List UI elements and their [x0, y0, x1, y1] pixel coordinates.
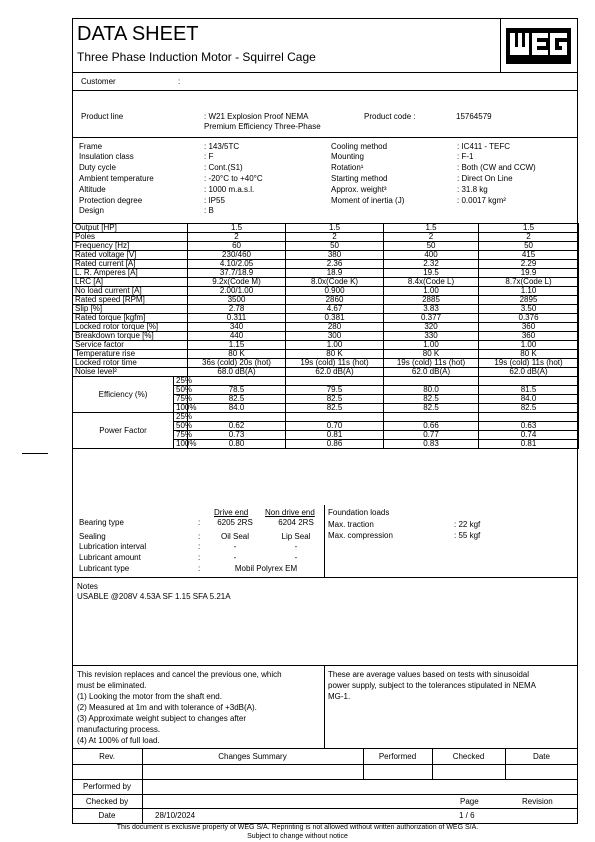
footnote-line: manufacturing process.	[77, 725, 161, 734]
page-subtitle: Three Phase Induction Motor - Squirrel Cage	[77, 50, 316, 64]
row-label: Locked rotor torque [%]	[73, 323, 188, 332]
table-cell: 2885	[384, 296, 479, 305]
product-code-value: 15764579	[456, 112, 492, 121]
checked-by-label: Checked by	[85, 797, 129, 806]
spec-value: : 31.8 kg	[457, 185, 488, 194]
spec-value: : F-1	[457, 152, 474, 161]
table-cell: 0.81	[479, 440, 579, 449]
table-cell: 1.5	[479, 224, 579, 233]
load-label: 25%	[174, 413, 188, 422]
row-label: Frequency [Hz]	[73, 242, 188, 251]
bearing-label: Bearing type	[79, 518, 124, 527]
power-factor-label: Power Factor	[73, 413, 174, 449]
spec-value: : F	[204, 152, 214, 161]
row-label: L. R. Amperes [A]	[73, 269, 188, 278]
table-cell: 0.381	[286, 314, 384, 323]
table-cell: 0.63	[479, 422, 579, 431]
bearing-colon: :	[198, 542, 201, 551]
table-cell: 0.81	[286, 431, 384, 440]
footnote-line: (3) Approximate weight subject to changes after	[77, 714, 246, 723]
lubricant-type-label: Lubricant type	[79, 564, 130, 573]
table-cell: 19s (cold) 11s (hot)	[479, 359, 579, 368]
load-label: 50%	[174, 422, 188, 431]
table-row	[73, 296, 579, 305]
table-cell: 19.9	[479, 269, 579, 278]
table-cell: 82.5	[384, 404, 479, 413]
table-cell: 300	[286, 332, 384, 341]
table-cell: 4.67	[286, 305, 384, 314]
spec-value: : 143/5TC	[204, 142, 240, 151]
spec-label: Ambient temperature	[79, 174, 154, 183]
product-line-value: : W21 Explosion Proof NEMA	[204, 112, 309, 121]
lubricant-type-value: Mobil Polyrex EM	[234, 564, 298, 573]
table-cell: 1.00	[479, 341, 579, 350]
divider	[324, 665, 325, 748]
table-cell: 82.5	[188, 395, 286, 404]
table-cell: 80 K	[479, 350, 579, 359]
spec-label: Altitude	[79, 185, 106, 194]
table-cell: 62.0 dB(A)	[286, 368, 384, 377]
table-cell: 2	[479, 233, 579, 242]
bearing-label: Sealing	[79, 532, 106, 541]
table-row	[73, 251, 579, 260]
divider	[72, 794, 578, 795]
table-row	[73, 224, 579, 233]
table-row	[73, 260, 579, 269]
max-compression-value: : 55 kgf	[454, 531, 481, 540]
row-label: No load current [A]	[73, 287, 188, 296]
revision-label: Revision	[522, 797, 553, 806]
spec-label: Duty cycle	[79, 163, 116, 172]
row-label: Output [HP]	[73, 224, 188, 233]
table-cell: 84.0	[188, 404, 286, 413]
table-cell: 2.36	[286, 260, 384, 269]
table-cell: 60	[188, 242, 286, 251]
row-label: Temperature rise	[73, 350, 188, 359]
table-cell: 2	[286, 233, 384, 242]
table-cell: 2	[384, 233, 479, 242]
table-cell: 2.29	[479, 260, 579, 269]
load-label: 25%	[174, 377, 188, 386]
page-label: Page	[460, 797, 479, 806]
performance-table	[72, 223, 579, 449]
divider	[72, 665, 578, 666]
table-cell: 3.83	[384, 305, 479, 314]
divider	[72, 748, 578, 749]
row-label: Slip [%]	[73, 305, 188, 314]
load-label: 50%	[174, 386, 188, 395]
table-cell: 36s (cold) 20s (hot)	[188, 359, 286, 368]
table-row	[73, 377, 579, 386]
table-row	[73, 413, 579, 422]
spec-value: : 0.0017 kgm²	[457, 196, 506, 205]
table-cell: 37.7/18.9	[188, 269, 286, 278]
spec-value: : -20°C to +40°C	[204, 174, 263, 183]
table-cell: 82.5	[286, 395, 384, 404]
spec-value: : Direct On Line	[457, 174, 513, 183]
customer-colon: :	[178, 77, 181, 86]
row-label: Service factor	[73, 341, 188, 350]
table-cell: 19s (cold) 11s (hot)	[286, 359, 384, 368]
table-cell: 82.5	[384, 395, 479, 404]
table-cell: 0.900	[286, 287, 384, 296]
max-traction-value: : 22 kgf	[454, 520, 481, 529]
divider	[72, 137, 578, 138]
rev-header: Rev.	[99, 752, 115, 761]
table-row	[73, 368, 579, 377]
date-label: Date	[98, 811, 116, 820]
spec-label: Rotation¹	[331, 163, 364, 172]
table-cell: 360	[479, 323, 579, 332]
table-cell: 80 K	[384, 350, 479, 359]
page-title: DATA SHEET	[77, 23, 199, 45]
table-cell: 0.66	[384, 422, 479, 431]
footnote-line: power supply, subject to the tolerances stipulated in NEMA	[328, 681, 536, 690]
customer-label: Customer	[81, 77, 116, 86]
bearing-colon: :	[198, 553, 201, 562]
spec-value: : Both (CW and CCW)	[457, 163, 536, 172]
divider	[142, 779, 578, 780]
table-cell: 0.377	[384, 314, 479, 323]
table-cell: 50	[286, 242, 384, 251]
table-cell: 50	[479, 242, 579, 251]
bearing-label: Lubricant amount	[79, 553, 141, 562]
bearing-nde: -	[294, 542, 298, 551]
table-cell: 8.7x(Code L)	[479, 278, 579, 287]
table-cell: 1.00	[384, 341, 479, 350]
foundation-title: Foundation loads	[328, 508, 390, 517]
table-cell: 1.10	[479, 287, 579, 296]
table-cell: 440	[188, 332, 286, 341]
row-label: Rated current [A]	[73, 260, 188, 269]
table-cell: 19s (cold) 11s (hot)	[384, 359, 479, 368]
footnote-line: This revision replaces and cancel the previous one, which	[77, 670, 282, 679]
spec-label: Mounting	[331, 152, 364, 161]
table-cell: 1.00	[286, 341, 384, 350]
bearing-nde: 6204 2RS	[278, 518, 314, 527]
table-cell: 0.83	[384, 440, 479, 449]
bearing-de: -	[233, 542, 237, 551]
table-cell: 50	[384, 242, 479, 251]
table-row	[73, 242, 579, 251]
page-value: 1 / 6	[459, 811, 475, 820]
spec-value: : IP55	[204, 196, 225, 205]
divider	[72, 779, 142, 780]
footnote-line: These are average values based on tests with sinusoidal	[328, 670, 530, 679]
footnote-line: (1) Looking the motor from the shaft end.	[77, 692, 222, 701]
table-cell: 82.5	[479, 404, 579, 413]
load-label: 75%	[174, 431, 188, 440]
performed-by-label: Performed by	[82, 782, 132, 791]
bearing-nde: -	[294, 553, 298, 562]
row-label: Rated speed [RPM]	[73, 296, 188, 305]
spec-value: : 1000 m.a.s.l.	[204, 185, 255, 194]
table-cell: 0.62	[188, 422, 286, 431]
footnote-line: MG-1.	[328, 692, 351, 701]
spec-label: Starting method	[331, 174, 388, 183]
row-label: Poles	[73, 233, 188, 242]
table-cell: 415	[479, 251, 579, 260]
product-code-label: Product code :	[364, 112, 416, 121]
footnote-line: (4) At 100% of full load.	[77, 736, 160, 745]
table-cell: 62.0 dB(A)	[384, 368, 479, 377]
table-row	[73, 332, 579, 341]
table-cell: 340	[188, 323, 286, 332]
table-cell: 360	[479, 332, 579, 341]
table-cell: 1.5	[188, 224, 286, 233]
footer-legal: This document is exclusive property of WEG S/A. Reprinting is not allowed without written authorization of WEG S/A.	[116, 824, 479, 831]
table-cell: 81.5	[479, 386, 579, 395]
spec-label: Cooling method	[331, 142, 388, 151]
table-cell: 79.5	[286, 386, 384, 395]
footnote-line: must be eliminated.	[77, 681, 147, 690]
spec-label: Design	[79, 206, 104, 215]
changes-header: Changes Summary	[218, 752, 287, 761]
table-cell: 82.5	[286, 404, 384, 413]
table-cell: 0.70	[286, 422, 384, 431]
spec-label: Moment of inertia (J)	[331, 196, 405, 205]
table-cell: 400	[384, 251, 479, 260]
bearing-nde: Lip Seal	[281, 532, 311, 541]
notes-text: USABLE @208V 4.53A SF 1.15 SFA 5.21A	[77, 592, 231, 601]
table-cell: 380	[286, 251, 384, 260]
table-cell: 0.311	[188, 314, 286, 323]
load-label: 100%	[174, 404, 188, 413]
table-cell: 8.4x(Code L)	[384, 278, 479, 287]
table-cell: 2860	[286, 296, 384, 305]
load-label: 100%	[174, 440, 188, 449]
table-cell: 1.00	[384, 287, 479, 296]
drive-end-header: Drive end	[214, 508, 249, 517]
row-label: Noise level²	[73, 368, 188, 377]
non-drive-end-header: Non drive end	[265, 508, 315, 517]
performed-header: Performed	[378, 752, 417, 761]
date-header: Date	[533, 752, 550, 761]
bearing-label: Lubrication interval	[79, 542, 147, 551]
bearing-colon: :	[198, 532, 201, 541]
table-row	[73, 233, 579, 242]
spec-label: Approx. weight³	[331, 185, 387, 194]
row-label: Breakdown torque [%]	[73, 332, 188, 341]
product-line-value-2: Premium Efficiency Three-Phase	[204, 122, 321, 131]
bearing-colon: :	[198, 518, 201, 527]
margin-mark	[22, 453, 48, 454]
table-cell: 320	[384, 323, 479, 332]
table-cell: 0.73	[188, 431, 286, 440]
header-divider	[500, 18, 501, 72]
table-cell: 0.86	[286, 440, 384, 449]
row-label: Locked rotor time	[73, 359, 188, 368]
table-cell: 230/460	[188, 251, 286, 260]
table-cell: 2.78	[188, 305, 286, 314]
efficiency-label: Efficiency (%)	[73, 377, 174, 413]
divider	[72, 808, 578, 809]
table-cell: 62.0 dB(A)	[479, 368, 579, 377]
table-cell: 4.10/2.05	[188, 260, 286, 269]
spec-label: Protection degree	[79, 196, 143, 205]
spec-value: : IC411 - TEFC	[457, 142, 511, 151]
spec-label: Frame	[79, 142, 103, 151]
table-cell: 0.77	[384, 431, 479, 440]
table-cell: 0.376	[479, 314, 579, 323]
spec-value: : B	[204, 206, 214, 215]
table-cell: 80 K	[188, 350, 286, 359]
table-cell: 1.15	[188, 341, 286, 350]
divider	[72, 90, 578, 91]
row-label: LRC [A]	[73, 278, 188, 287]
weg-logo-icon	[503, 24, 574, 68]
row-label: Rated voltage [V]	[73, 251, 188, 260]
footnote-line: (2) Measured at 1m and with tolerance of +3dB(A).	[77, 703, 257, 712]
table-cell: 8.0x(Code K)	[286, 278, 384, 287]
spec-label: Insulation class	[79, 152, 134, 161]
table-cell: 84.0	[479, 395, 579, 404]
load-label: 75%	[174, 395, 188, 404]
table-cell: 0.80	[188, 440, 286, 449]
table-cell: 2.00/1.00	[188, 287, 286, 296]
table-cell: 9.2x(Code M)	[188, 278, 286, 287]
notes-title: Notes	[77, 582, 98, 591]
table-cell: 18.9	[286, 269, 384, 278]
table-cell: 3500	[188, 296, 286, 305]
table-cell: 3.50	[479, 305, 579, 314]
footer-notice: Subject to change without notice	[247, 833, 348, 840]
row-label: Rated torque [kgfm]	[73, 314, 188, 323]
table-cell: 1.5	[384, 224, 479, 233]
checked-header: Checked	[452, 752, 485, 761]
table-cell: 68.0 dB(A)	[188, 368, 286, 377]
table-cell: 2895	[479, 296, 579, 305]
bearing-de: 6205 2RS	[217, 518, 253, 527]
date-value: 28/10/2024	[155, 811, 196, 820]
table-cell: 280	[286, 323, 384, 332]
divider	[72, 764, 578, 765]
divider	[72, 72, 578, 73]
spec-value: : Cont.(S1)	[204, 163, 243, 172]
table-cell: 80 K	[286, 350, 384, 359]
table-cell: 19.5	[384, 269, 479, 278]
table-cell: 2	[188, 233, 286, 242]
lubricant-type-colon: :	[198, 564, 201, 573]
table-cell: 80.0	[384, 386, 479, 395]
max-traction-label: Max. traction	[328, 520, 374, 529]
max-compression-label: Max. compression	[328, 531, 393, 540]
product-line-label: Product line	[81, 112, 124, 121]
table-cell: 2.32	[384, 260, 479, 269]
divider	[72, 577, 578, 578]
bearing-de: Oil Seal	[220, 532, 249, 541]
table-cell: 0.74	[479, 431, 579, 440]
bearing-de: -	[233, 553, 237, 562]
table-cell: 1.5	[286, 224, 384, 233]
table-cell: 78.5	[188, 386, 286, 395]
table-cell: 330	[384, 332, 479, 341]
